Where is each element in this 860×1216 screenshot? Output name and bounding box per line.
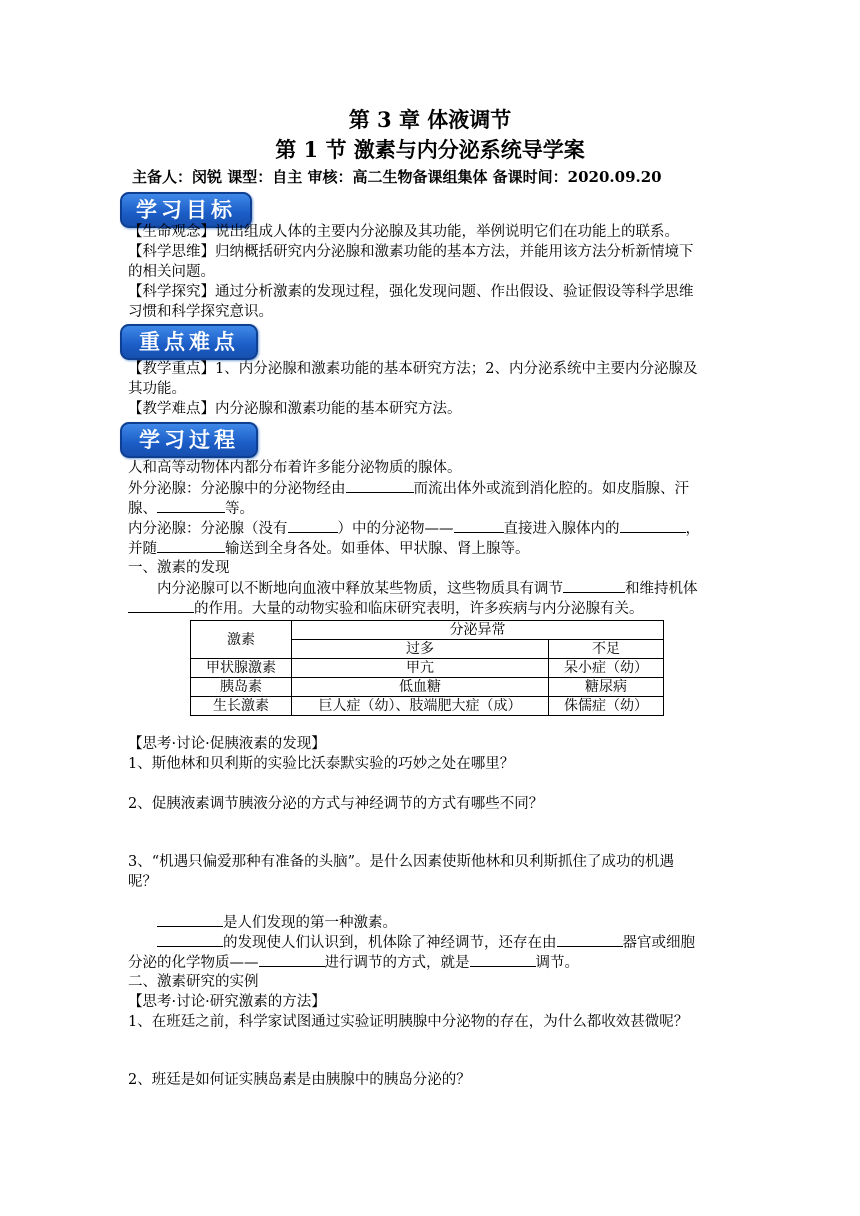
question-2: 2、促胰液素调节胰液分泌的方式与神经调节的方式有哪些不同？ [128, 796, 544, 812]
fill2-text-d: 分泌的化学物质—— [128, 955, 259, 971]
blank-regulate[interactable] [563, 578, 625, 593]
th-abnormal: 分泌异常 [292, 621, 664, 640]
question-3-line2: 呢？ [128, 874, 157, 890]
blank-first-hormone[interactable] [157, 912, 223, 927]
endocrine-text-c: 直接进入腺体内的 [503, 521, 620, 537]
goal-sci-thinking-line2: 的相关问题。 [128, 264, 215, 280]
th-deficient: 不足 [549, 640, 664, 659]
table-row [191, 659, 664, 678]
intro-text: 人和高等动物体内都分布着许多能分泌物质的腺体。 [128, 460, 462, 476]
goal-sci-thinking-line1: 【科学思维】归纳概括研究内分泌腺和激素功能的基本方法，并能用该方法分析新情境下 [128, 244, 694, 260]
fill-first-hormone [128, 912, 728, 933]
blank-maintain[interactable] [128, 598, 194, 613]
cell-hormone: 甲状腺激素 [191, 659, 292, 678]
blank-discovery[interactable] [157, 932, 223, 947]
cell-hormone: 生长激素 [191, 697, 292, 716]
question-5: 2、班廷是如何证实胰岛素是由胰腺中的胰岛分泌的？ [128, 1072, 471, 1088]
exocrine-line2 [128, 498, 728, 519]
discussion1-title: 【思考·讨论·促胰液素的发现】 [128, 736, 326, 752]
fill2-text-b: 的发现使人们认识到，机体除了神经调节，还存在由 [223, 935, 557, 951]
banner-learning-process: 学习过程 [120, 422, 258, 458]
cell-excess: 甲亢 [292, 659, 549, 678]
discussion2-title: 【思考·讨论·研究激素的方法】 [128, 994, 326, 1010]
fill2-text-f: 调节。 [535, 955, 579, 971]
endocrine-text-f: 输送到全身各处。如垂体、甲状腺、肾上腺等。 [225, 541, 530, 557]
endocrine-line2 [128, 538, 728, 559]
banner-learning-goals: 学习目标 [120, 192, 252, 228]
section2-title: 二、激素研究的实例 [128, 974, 259, 990]
chapter-title: 第 3 章 体液调节 [348, 107, 512, 132]
question-3-line1: 3、“机遇只偏爱那种有准备的头脑”。是什么因素使斯他林和贝利斯抓住了成功的机遇 [128, 854, 675, 870]
teaching-focus-line1: 【教学重点】1、内分泌腺和激素功能的基本研究方法；2、内分泌系统中主要内分泌腺及 [128, 361, 698, 377]
blank-exocrine-duct[interactable] [346, 478, 414, 493]
section1-para-line1 [128, 578, 728, 599]
prep-info: 主备人：闵锐 课型：自主 审核：高二生物备课组集体 备课时间：2020.09.20 [132, 168, 662, 186]
fill-discovery-line2 [128, 952, 728, 973]
question-4: 1、在班廷之前，科学家试图通过实验证明胰腺中分泌物的存在，为什么都收效甚微呢？ [128, 1014, 689, 1030]
teaching-focus-line2: 其功能。 [128, 381, 186, 397]
blank-chemical[interactable] [259, 952, 325, 967]
fill1-text: 是人们发现的第一种激素。 [223, 915, 397, 931]
cell-deficient: 侏儒症（幼） [549, 697, 664, 716]
endocrine-text-a: 内分泌腺：分泌腺（没有 [128, 521, 288, 537]
blank-endocrine-destination[interactable] [620, 518, 686, 533]
cell-excess: 巨人症（幼）、肢端肥大症（成） [292, 697, 549, 716]
table-row [191, 678, 664, 697]
goal-life-concept: 【生命观念】说出组成人体的主要内分泌腺及其功能，举例说明它们在功能上的联系。 [128, 224, 679, 240]
th-hormone: 激素 [191, 621, 292, 659]
hormone-disorder-table [190, 620, 664, 716]
endocrine-text-b: ）中的分泌物—— [337, 521, 454, 537]
fill-discovery-line1 [128, 932, 728, 953]
th-excess: 过多 [292, 640, 549, 659]
section1-text-a: 内分泌腺可以不断地向血液中释放某些物质，这些物质具有调节 [157, 581, 563, 597]
question-1: 1、斯他林和贝利斯的实验比沃泰默实验的巧妙之处在哪里？ [128, 756, 515, 772]
banner-key-points: 重点难点 [120, 324, 258, 360]
blank-endocrine-secretion[interactable] [454, 518, 504, 533]
endocrine-text-d: ， [685, 521, 700, 537]
section1-title: 一、激素的发现 [128, 560, 230, 576]
exocrine-text-b: 而流出体外或流到消化腔的。如皮脂腺、汗 [413, 481, 689, 497]
goal-sci-inquiry-line1: 【科学探究】通过分析激素的发现过程，强化发现问题、作出假设、验证假设等科学思维 [128, 284, 694, 300]
endocrine-text-e: 并随 [128, 541, 157, 557]
blank-organ[interactable] [557, 932, 623, 947]
blank-exocrine-example[interactable] [157, 498, 225, 513]
blank-regulation-type[interactable] [470, 952, 536, 967]
blank-endocrine-transport[interactable] [157, 538, 225, 553]
blank-endocrine-no[interactable] [288, 518, 338, 533]
cell-deficient: 呆小症（幼） [549, 659, 664, 678]
exocrine-text-d: 等。 [225, 501, 254, 517]
section1-text-c: 的作用。大量的动物实验和临床研究表明，许多疾病与内分泌腺有关。 [194, 601, 644, 617]
goal-sci-inquiry-line2: 习惯和科学探究意识。 [128, 304, 273, 320]
cell-deficient: 糖尿病 [549, 678, 664, 697]
exocrine-text-c: 腺、 [128, 501, 157, 517]
exocrine-text-a: 外分泌腺：分泌腺中的分泌物经由 [128, 481, 346, 497]
section-title: 第 1 节 激素与内分泌系统导学案 [275, 137, 585, 162]
exocrine-line1 [128, 478, 728, 499]
section1-para-line2 [128, 598, 728, 619]
section1-text-b: 和维持机体 [625, 581, 698, 597]
endocrine-line1 [128, 518, 728, 539]
table-row [191, 697, 664, 716]
cell-hormone: 胰岛素 [191, 678, 292, 697]
teaching-difficulty: 【教学难点】内分泌腺和激素功能的基本研究方法。 [128, 401, 462, 417]
fill2-text-e: 进行调节的方式，就是 [324, 955, 470, 971]
fill2-text-c: 器官或细胞 [622, 935, 695, 951]
cell-excess: 低血糖 [292, 678, 549, 697]
